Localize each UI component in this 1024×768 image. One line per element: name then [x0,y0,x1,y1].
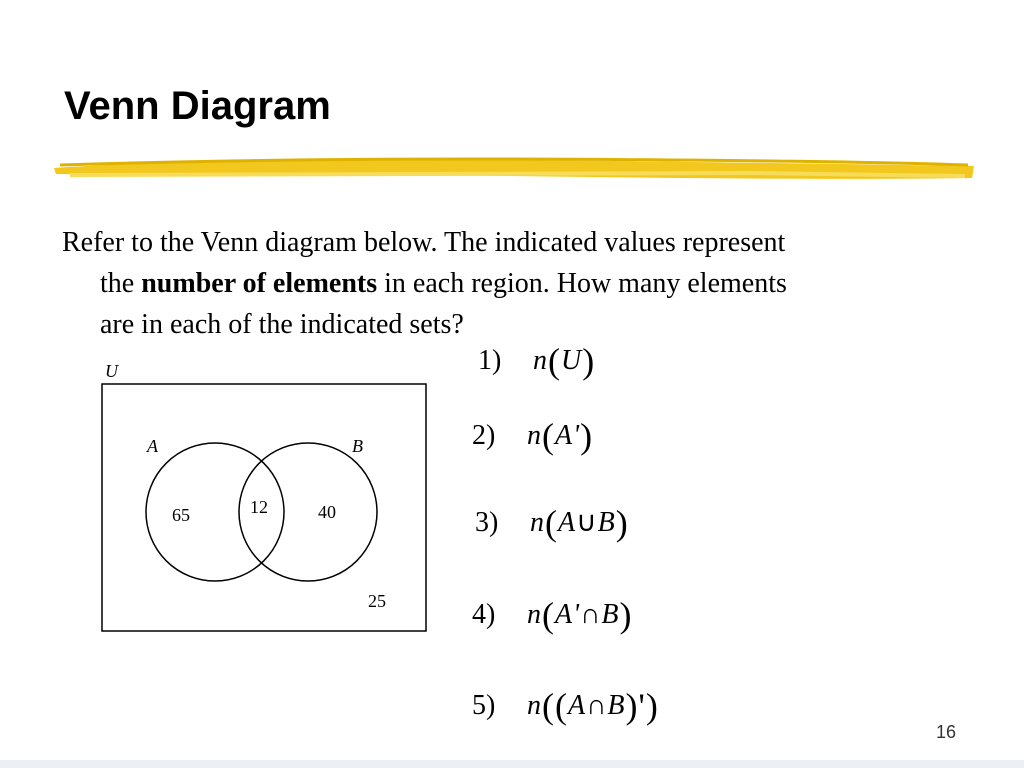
set-b-label: B [352,436,363,456]
q2-body: A' [555,420,581,451]
q3-func: n [530,507,545,538]
q4-func: n [527,599,542,630]
q3-b: B [597,507,616,538]
paragraph-line-2-pre: the [100,268,142,299]
q3-open: ( [545,503,558,543]
question-2-number: 2) [472,420,496,451]
q2-func: n [527,420,542,451]
intersection-symbol: ∩ [580,599,602,630]
q2-open: ( [542,416,555,456]
set-a-label: A [147,436,158,456]
question-5-expression [527,686,659,726]
question-3 [475,502,629,544]
paragraph-line-1: Refer to the Venn diagram below. The indicated values represent [62,227,786,258]
q4-open: ( [542,595,555,635]
q2-close: ) [580,416,594,456]
q5-open: (( [542,686,568,726]
bold-phrase: number of elements [141,268,378,299]
question-5 [472,685,659,727]
page-number: 16 [935,722,956,742]
highlight-underline [50,148,980,188]
q1-open: ( [548,341,561,381]
region-a-only: 65 [172,505,190,525]
slide-title: Venn Diagram [64,84,331,128]
question-1-expression [533,341,596,381]
q1-close: ) [582,341,596,381]
q1-body: U [561,345,583,376]
instructions-paragraph [62,222,962,345]
question-1-number: 1) [478,345,502,376]
q4-a: A' [555,599,581,630]
region-b-only: 40 [318,502,336,522]
question-4-number: 4) [472,599,496,630]
q3-close: ) [615,503,629,543]
question-1 [478,340,595,382]
q1-func: n [533,345,548,376]
venn-diagram [90,355,440,640]
footer-bar [0,760,1024,768]
intersection-symbol-2: ∩ [586,690,608,721]
question-2-expression [527,416,594,456]
question-3-expression [530,503,629,543]
paragraph-line-2 [62,263,962,304]
question-3-number: 3) [475,507,499,538]
region-intersection: 12 [250,497,268,517]
region-outside: 25 [368,591,386,611]
universe-label: U [105,361,118,381]
question-2 [472,415,593,457]
question-4-expression [527,595,633,635]
q5-close: )') [625,686,659,726]
question-5-number: 5) [472,690,496,721]
q5-b: B [607,690,626,721]
q5-a: A [567,690,587,721]
q4-b: B [601,599,620,630]
question-4 [472,594,632,636]
paragraph-line-3: are in each of the indicated sets? [100,309,464,340]
q4-close: ) [619,595,633,635]
q5-func: n [527,690,542,721]
union-symbol: ∪ [576,507,598,538]
paragraph-line-2-post: in each region. How many elements [377,268,787,299]
q3-a: A [558,507,577,538]
